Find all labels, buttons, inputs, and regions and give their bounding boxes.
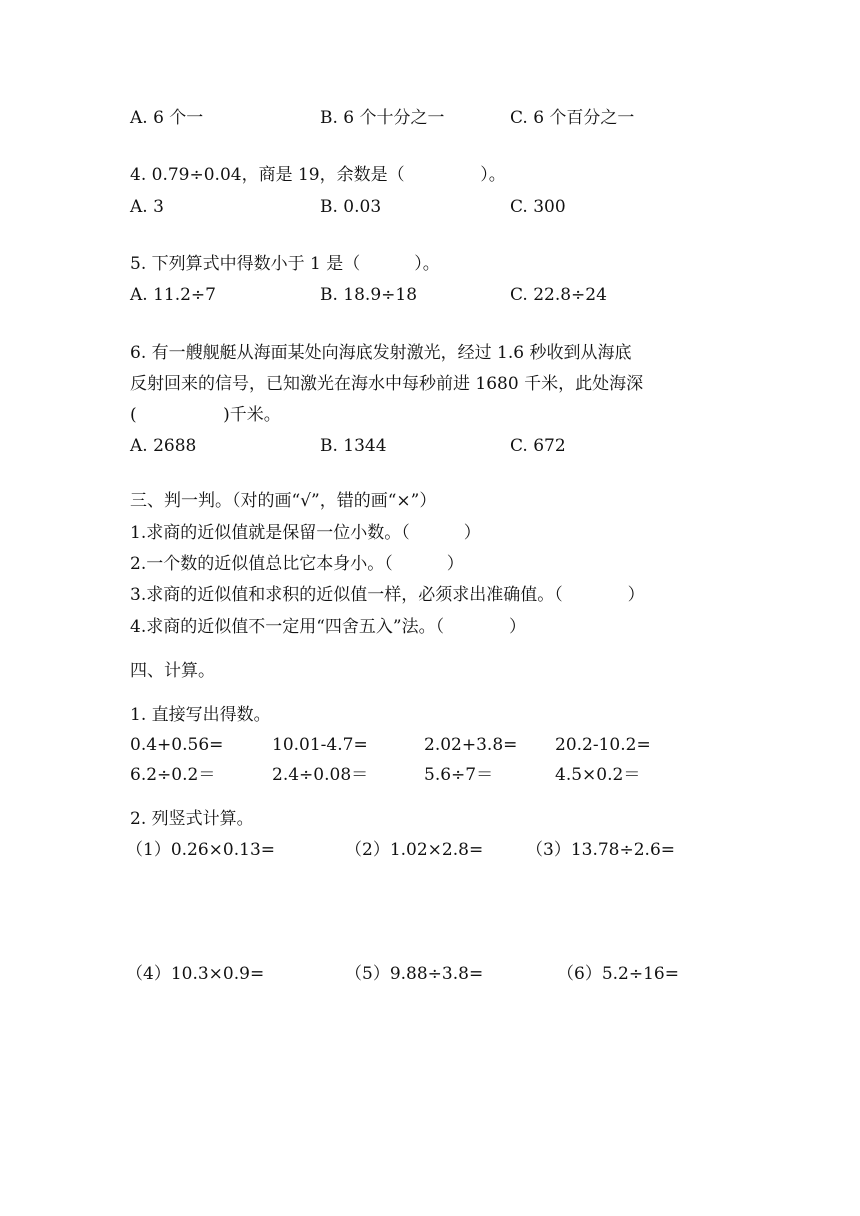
section3-title: 三、判一判。（对的画“√”，错的画“×”）: [130, 491, 437, 511]
judge-item-2: 2.一个数的近似值总比它本身小。（ ）: [130, 554, 464, 574]
vertical-calc-item: （1）0.26×0.13=: [126, 840, 276, 860]
mental-calc-item: 20.2-10.2=: [555, 735, 651, 755]
q6-line-1: 6. 有一艘舰艇从海面某处向海底发射激光，经过 1.6 秒收到从海底: [130, 343, 632, 363]
q6-option-b: B. 1344: [320, 436, 387, 456]
vertical-calc-item: （3）13.78÷2.6=: [526, 840, 676, 860]
q5-stem: 5. 下列算式中得数小于 1 是（ ）。: [130, 254, 440, 274]
mental-calc-item: 5.6÷7＝: [424, 765, 494, 785]
q6-line-3: ( )千米。: [130, 405, 281, 425]
mental-calc-item: 0.4+0.56=: [130, 735, 224, 755]
q4-option-b: B. 0.03: [320, 197, 382, 217]
q6-line-2: 反射回来的信号，已知激光在海水中每秒前进 1680 千米，此处海深: [130, 374, 644, 394]
q4-option-c: C. 300: [510, 197, 566, 217]
mental-calc-item: 10.01-4.7=: [272, 735, 368, 755]
judge-item-3: 3.求商的近似值和求积的近似值一样，必须求出准确值。（ ）: [130, 585, 645, 605]
q5-option-a: A. 11.2÷7: [130, 285, 216, 305]
mental-calc-item: 6.2÷0.2＝: [130, 765, 216, 785]
section4-title: 四、计算。: [130, 661, 215, 681]
q3-option-a: A. 6 个一: [130, 108, 204, 128]
mental-calc-item: 2.4÷0.08＝: [272, 765, 369, 785]
q6-option-a: A. 2688: [130, 436, 197, 456]
vertical-calc-item: （5）9.88÷3.8=: [345, 964, 484, 984]
calc-part1-title: 1. 直接写出得数。: [130, 705, 271, 725]
vertical-calc-item: （2）1.02×2.8=: [345, 840, 484, 860]
q4-option-a: A. 3: [130, 197, 164, 217]
mental-calc-item: 4.5×0.2＝: [555, 765, 641, 785]
q3-option-b: B. 6 个十分之一: [320, 108, 445, 128]
judge-item-1: 1.求商的近似值就是保留一位小数。（ ）: [130, 523, 481, 543]
q4-stem: 4. 0.79÷0.04，商是 19，余数是（ ）。: [130, 165, 506, 185]
q3-option-c: C. 6 个百分之一: [510, 108, 635, 128]
q5-option-b: B. 18.9÷18: [320, 285, 418, 305]
vertical-calc-item: （6）5.2÷16=: [557, 964, 679, 984]
calc-part2-title: 2. 列竖式计算。: [130, 809, 254, 829]
mental-calc-item: 2.02+3.8=: [424, 735, 518, 755]
judge-item-4: 4.求商的近似值不一定用“四舍五入”法。（ ）: [130, 617, 526, 637]
vertical-calc-item: （4）10.3×0.9=: [126, 964, 265, 984]
q5-option-c: C. 22.8÷24: [510, 285, 607, 305]
q6-option-c: C. 672: [510, 436, 566, 456]
